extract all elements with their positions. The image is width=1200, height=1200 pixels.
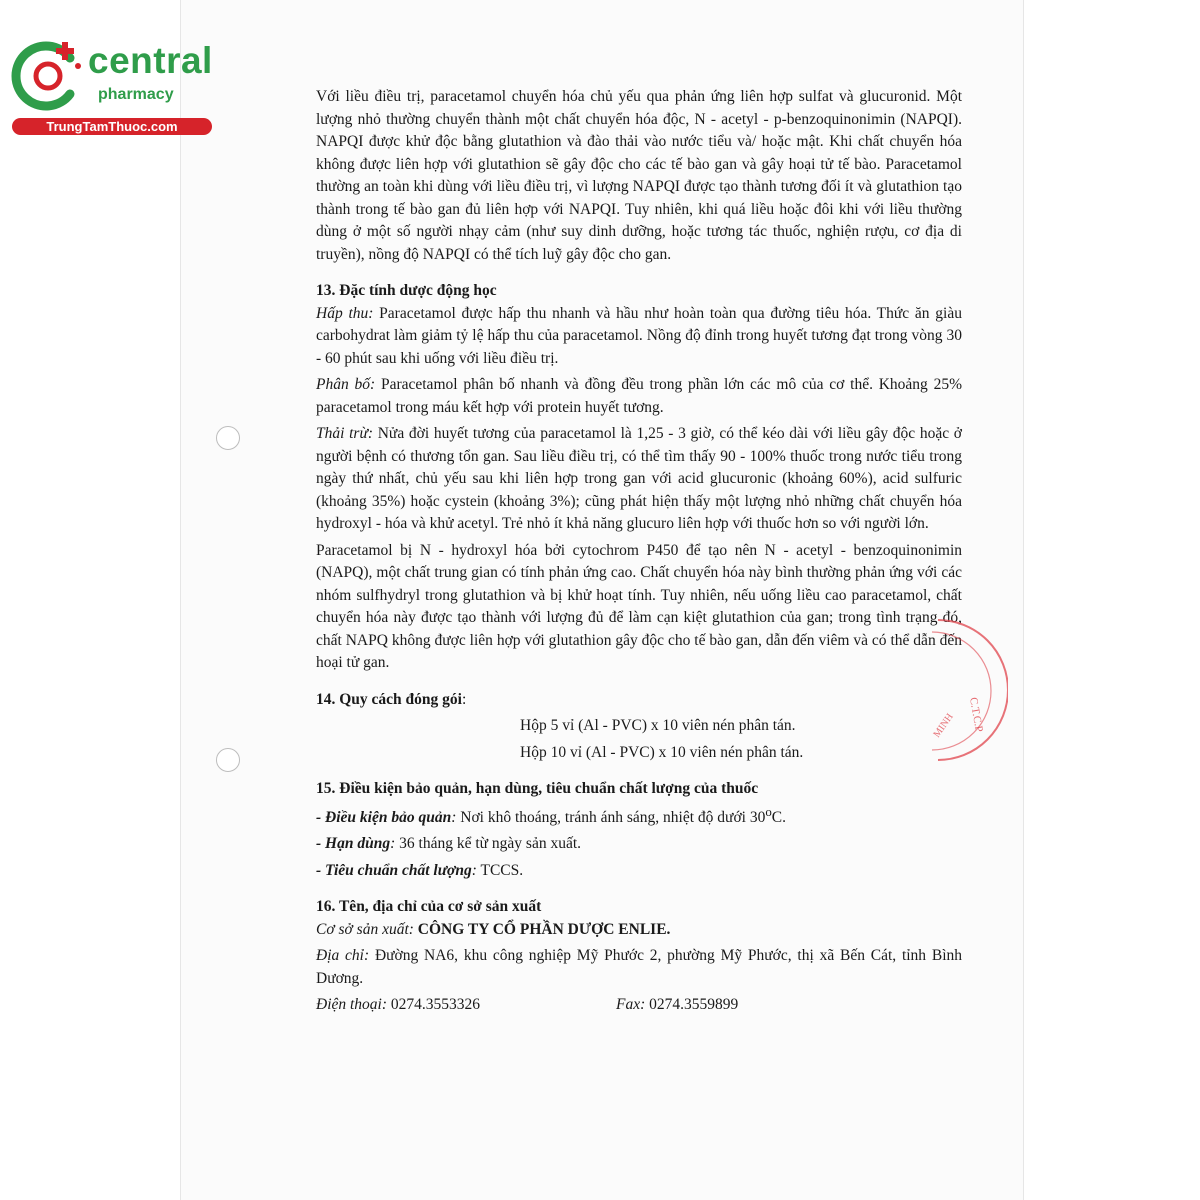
storage-unit: C. bbox=[771, 808, 786, 826]
distribution-paragraph bbox=[316, 374, 962, 419]
logo-sub: pharmacy bbox=[98, 86, 174, 103]
logo-brand: central bbox=[88, 40, 213, 81]
phone-label: Điện thoại: bbox=[316, 996, 388, 1014]
fax-label: Fax: bbox=[616, 996, 646, 1014]
stamp-text: MINH bbox=[931, 711, 956, 740]
address-line bbox=[316, 945, 962, 990]
document-body bbox=[316, 86, 962, 1017]
maker-line bbox=[316, 919, 962, 942]
distribution-text: Paracetamol phân bố nhanh và đồng đều trong phần lớn các mô của cơ thể. Khoảng 25% paracetamol trong máu kết hợp với protein huyết tương. bbox=[316, 376, 962, 416]
shelf-dash: - bbox=[316, 835, 326, 853]
standard-line bbox=[316, 860, 962, 883]
degree-sup: o bbox=[765, 803, 772, 819]
elimination-label: Thải trừ: bbox=[316, 425, 374, 442]
maker-label: Cơ sở sản xuất: bbox=[316, 920, 414, 938]
punch-hole bbox=[216, 426, 240, 450]
absorption-text: Paracetamol được hấp thu nhanh và hầu như hoàn toàn qua đường tiêu hóa. Thức ăn giàu carbohydrat làm giảm tỷ lệ hấp thu của paracetamol. Nồng độ đỉnh trong huyết tương đạt trong vòng 30 - 60 phút sau khi uống với liều điều trị. bbox=[316, 304, 962, 367]
section-14-heading-line bbox=[316, 689, 962, 712]
punch-hole bbox=[216, 748, 240, 772]
section-13-heading: 13. Đặc tính dược động học bbox=[316, 282, 497, 299]
distribution-label: Phân bố: bbox=[316, 376, 376, 393]
storage-label: Điều kiện bảo quản bbox=[325, 808, 452, 826]
shelf-life-line bbox=[316, 833, 962, 856]
storage-line bbox=[316, 801, 962, 830]
storage-value: Nơi khô thoáng, tránh ánh sáng, nhiệt độ dưới 30 bbox=[456, 808, 766, 826]
packaging-item: Hộp 10 vỉ (Al - PVC) x 10 viên nén phân tán. bbox=[520, 743, 804, 761]
shelf-value: 36 tháng kể từ ngày sản xuất. bbox=[395, 835, 582, 853]
phone-line bbox=[316, 994, 480, 1017]
contact-row bbox=[316, 994, 962, 1017]
address-value: Đường NA6, khu công nghiệp Mỹ Phước 2, phường Mỹ Phước, thị xã Bến Cát, tỉnh Bình Dương. bbox=[316, 947, 963, 987]
storage-dash: - bbox=[316, 808, 326, 826]
section-16-heading: 16. Tên, địa chỉ của cơ sở sản xuất bbox=[316, 898, 542, 916]
napq-paragraph: Paracetamol bị N - hydroxyl hóa bởi cytochrom P450 để tạo nên N - acetyl - benzoquinonimin (NAPQ), một chất trung gian có tính phản ứng cao. Chất chuyển hóa này bình thường phản ứng với các nhóm sulfhydryl trong glutathion và bị khử hoạt tính. Tuy nhiên, nếu uống liều cao paracetamol, chất chuyển hóa này được tạo thành với lượng đủ để làm cạn kiệt glutathion của gan; trong tình trạng đó, chất NAPQ không được liên hợp với glutathion gây độc cho tế bào gan, dẫn đến viêm và có thể dẫn đến hoại tử gan. bbox=[316, 541, 962, 671]
storage-colon: : bbox=[451, 808, 457, 826]
shelf-colon: : bbox=[390, 835, 396, 853]
maker-value: CÔNG TY CỔ PHẦN DƯỢC ENLIE. bbox=[413, 920, 671, 938]
company-stamp bbox=[928, 610, 1008, 770]
standard-colon: : bbox=[471, 861, 477, 879]
logo-site: TrungTamThuoc.com bbox=[12, 118, 212, 135]
intro-paragraph: Với liều điều trị, paracetamol chuyển hóa chủ yếu qua phản ứng liên hợp sulfat và glucuronid. Một lượng nhỏ thường chuyển thành một chất chuyển hóa độc, N - acetyl - p-benzoquinonimin (NAPQI). NAPQI được khử độc bằng glutathion và đào thải vào nước tiểu và/ hoặc mật. Khi chất chuyển hóa không được liên hợp với glutathion sẽ gây độc cho các tế bào gan và gây hoại tử tế bào. Paracetamol thường an toàn khi dùng với liều điều trị, vì lượng NAPQI được tạo thành tương đối ít và glutathion tạo thành trong tế bào gan đủ liên hợp với NAPQI. Tuy nhiên, khi quá liều hoặc đôi khi với liều thường dùng ở một số người nhạy cảm (như suy dinh dưỡng, hoặc tương tác thuốc, nghiện rượu, cơ địa di truyền), nồng độ NAPQI có thể tích luỹ gây độc cho gan. bbox=[316, 88, 962, 263]
elimination-paragraph bbox=[316, 423, 962, 536]
section-14-heading: 14. Quy cách đóng gói bbox=[316, 690, 462, 708]
standard-label: Tiêu chuẩn chất lượng bbox=[325, 861, 472, 879]
section-14-colon: : bbox=[461, 690, 467, 708]
logo-c-icon bbox=[8, 36, 88, 116]
phone-value: 0274.3553326 bbox=[387, 996, 481, 1014]
fax-line bbox=[616, 994, 738, 1017]
standard-dash: - bbox=[316, 861, 326, 879]
section-15-heading: 15. Điều kiện bảo quản, hạn dùng, tiêu chuẩn chất lượng của thuốc bbox=[316, 780, 759, 797]
elimination-text: Nửa đời huyết tương của paracetamol là 1,25 - 3 giờ, có thể kéo dài với liều gây độc hoặc ở người bệnh có thương tổn gan. Sau liều điều trị, có thể tìm thấy 90 - 100% thuốc trong nước tiểu trong ngày thứ nhất, chủ yếu sau khi liên hợp trong gan với acid glucuronic (khoảng 60%), acid sulfuric (khoảng 35%) hoặc cystein (khoảng 3%); cũng phát hiện thấy một lượng nhỏ những chất chuyển hóa hydroxyl - hóa và khử acetyl. Trẻ nhỏ ít khả năng glucuro liên hợp với thuốc hơn so với người lớn. bbox=[316, 425, 962, 532]
standard-value: TCCS. bbox=[476, 861, 524, 879]
fax-value: 0274.3559899 bbox=[645, 996, 739, 1014]
absorption-label: Hấp thu: bbox=[316, 304, 374, 322]
shelf-label: Hạn dùng bbox=[325, 835, 391, 853]
packaging-item: Hộp 5 vỉ (Al - PVC) x 10 viên nén phân tán. bbox=[520, 717, 796, 734]
central-pharmacy-logo bbox=[8, 36, 213, 136]
address-label: Địa chỉ: bbox=[316, 947, 370, 965]
absorption-paragraph bbox=[316, 303, 962, 371]
stamp-text: C.T.C.P bbox=[967, 696, 985, 733]
